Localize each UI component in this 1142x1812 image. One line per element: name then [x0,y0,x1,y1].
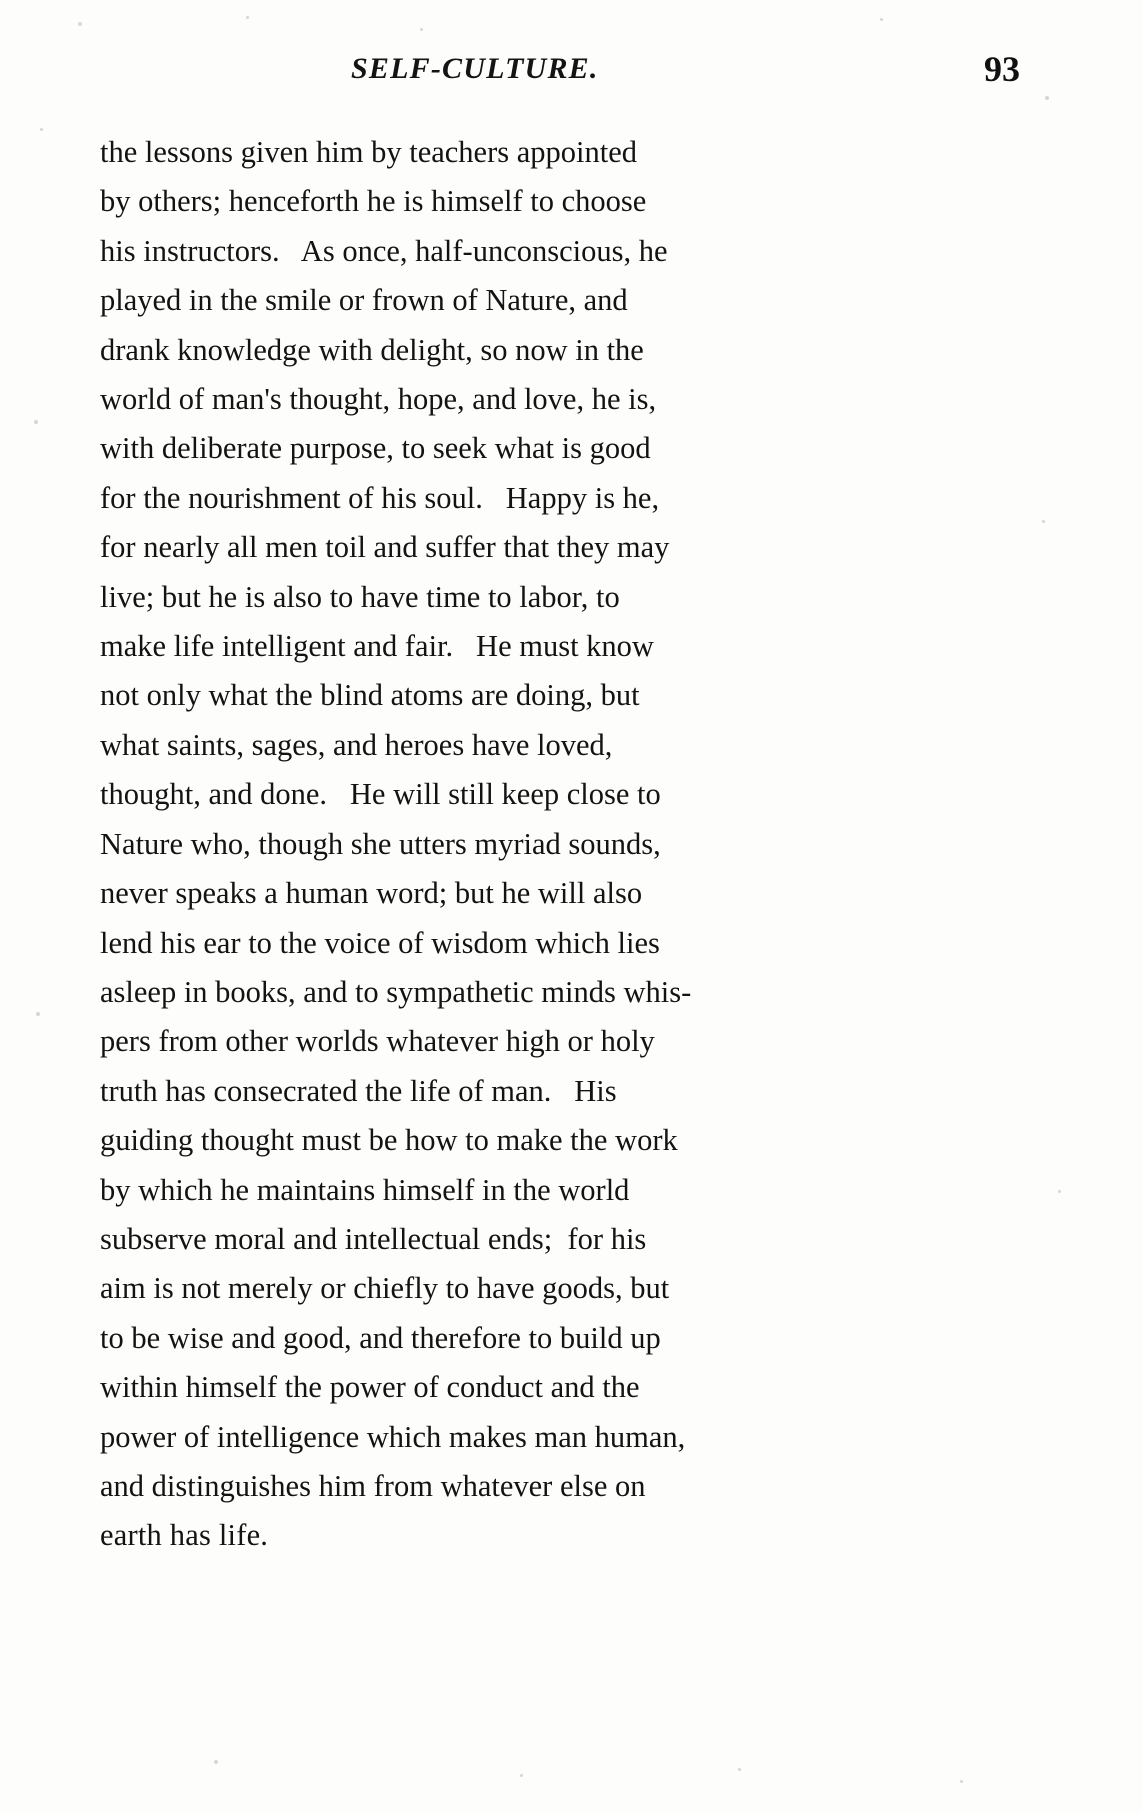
paper-speck [1042,520,1045,523]
text-line: for nearly all men toil and suffer that they may [100,530,670,565]
text-line: never speaks a human word; but he will also [100,876,643,911]
text-line: truth has consecrated the life of man. His [100,1073,617,1108]
paper-speck [880,18,883,21]
running-title: SELF-CULTURE. [351,52,599,85]
text-line: Nature who, though she utters myriad sounds, [100,826,661,861]
text-line: power of intelligence which makes man human, [100,1419,686,1454]
paper-speck [520,1774,523,1777]
text-line: thought, and done. He will still keep close to [100,777,661,812]
text-line: by others; henceforth he is himself to choose [100,184,647,219]
body-text-block [100,128,900,1561]
paper-speck [960,1780,963,1783]
text-line: drank knowledge with delight, so now in the [100,332,644,367]
paper-speck [78,22,82,26]
text-line: the lessons given him by teachers appointed [100,135,638,169]
text-line: earth has life. [100,1518,269,1553]
paper-speck [40,128,43,131]
paper-speck [34,420,38,424]
page-header [96,49,1056,100]
text-line: by which he maintains himself in the world [100,1172,630,1207]
text-line: pers from other worlds whatever high or holy [100,1024,655,1059]
text-line: aim is not merely or chiefly to have goods, but [100,1271,670,1306]
text-line: and distinguishes him from whatever else on [100,1468,646,1503]
text-line: live; but he is also to have time to labor, to [100,579,620,614]
text-line: his instructors. As once, half-unconscious, he [100,233,668,268]
text-line: world of man's thought, hope, and love, he is, [100,382,657,417]
text-line: guiding thought must be how to make the work [100,1123,678,1158]
text-line: lend his ear to the voice of wisdom which lies [100,925,660,960]
paper-speck [1058,1190,1061,1193]
text-line: to be wise and good, and therefore to build up [100,1320,661,1355]
text-line: subserve moral and intellectual ends; for his [100,1221,647,1256]
text-line: what saints, sages, and heroes have loved, [100,727,613,762]
text-line: within himself the power of conduct and the [100,1370,640,1405]
text-line: asleep in books, and to sympathetic minds whis- [100,974,692,1009]
text-line: played in the smile or frown of Nature, and [100,283,628,318]
text-line: for the nourishment of his soul. Happy is he, [100,480,660,515]
text-line: with deliberate purpose, to seek what is good [100,431,651,466]
paper-speck [246,16,249,19]
text-line: not only what the blind atoms are doing, but [100,678,640,713]
paper-speck [738,1768,741,1771]
paper-speck [420,28,423,31]
page-number: 93 [984,49,1020,89]
paper-speck [214,1760,218,1764]
paper-speck [36,1012,40,1016]
text-line: make life intelligent and fair. He must know [100,629,654,664]
